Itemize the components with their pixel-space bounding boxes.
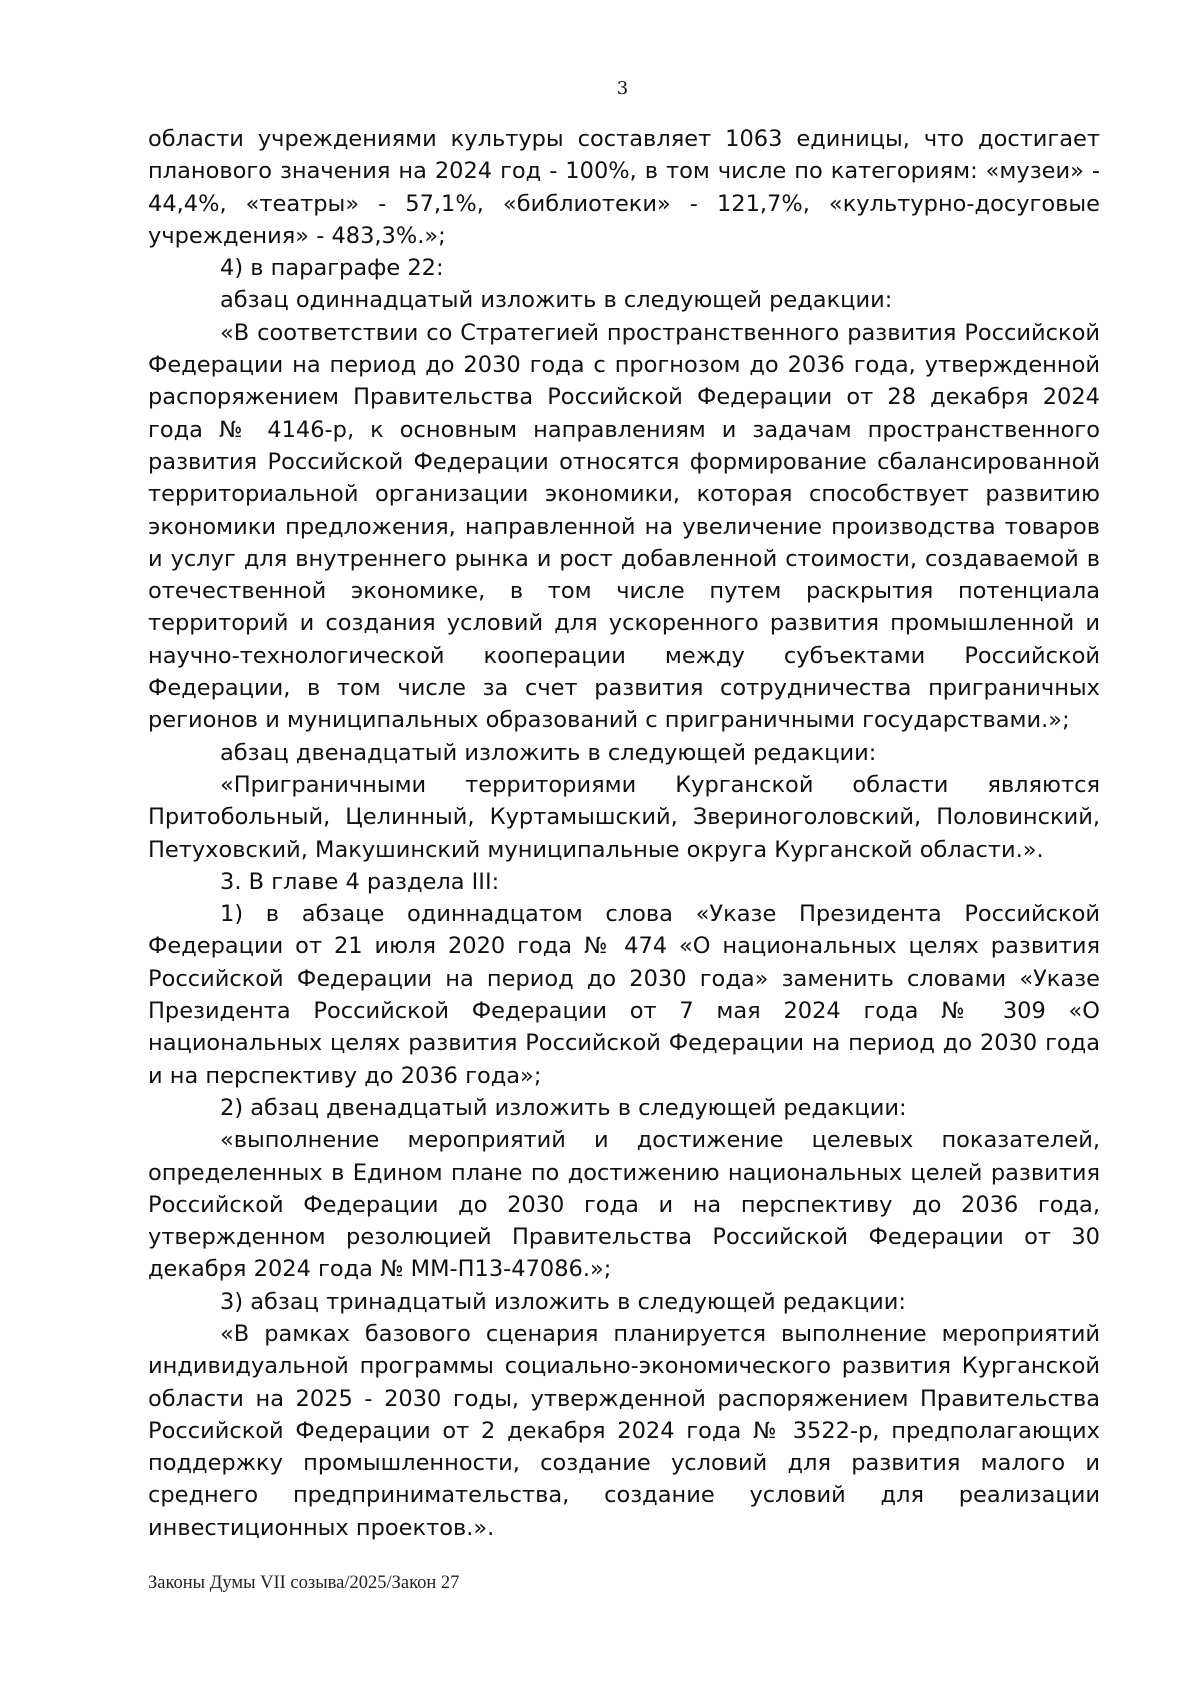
paragraph: области учреждениями культуры составляет 1063 единицы, что достигает планового значения на 2024 год - 100%, в том числе по категориям: «музеи» - 44,4%, «театры» - 57,1%, «библиотеки» - 121,7%, «культурно-досуговые учреждения» - 483,3%.»; (148, 126, 1100, 249)
paragraph: 4) в параграфе 22: (220, 255, 444, 282)
paragraph: 1) в абзаце одиннадцатом слова «Указе Президента Российской Федерации от 21 июля 2020 года № 474 «О национальных целях развития Российской Федерации на период до 2030 года» заменить словами «Указе Президента Российской Федерации от 7 мая 2024 года № 309 «О национальных целях развития Российской Федерации на период до 2030 года и на перспективу до 2036 года»; (148, 901, 1100, 1089)
page-number: 3 (616, 78, 629, 99)
paragraph: 3) абзац тринадцатый изложить в следующей редакции: (220, 1288, 906, 1315)
paragraph: «Приграничными территориями Курганской области являются Притобольный, Целинный, Куртамышский, Звериноголовский, Половинский, Петуховский, Макушинский муниципальные округа Курганской области.». (148, 771, 1100, 863)
paragraph: «В соответствии со Стратегией пространственного развития Российской Федерации на период до 2030 года с прогнозом до 2036 года, утвержденной распоряжением Правительства Российской Федерации от 28 декабря 2024 года № 4146-р, к основным направлениям и задачам пространственного развития Российской Федерации относятся формирование сбалансированной территориальной организации экономики, которая способствует развитию экономики предложения, направленной на увеличение производства товаров и услуг для внутреннего рынка и рост добавленной стоимости, создаваемой в отечественной экономике, в том числе путем раскрытия потенциала территорий и создания условий для ускоренного развития промышленной и научно-технологической кооперации между субъектами Российской Федерации, в том числе за счет развития сотрудничества приграничных регионов и муниципальных образований с приграничными государствами.»; (148, 319, 1100, 734)
document-footer: Законы Думы VII созыва/2025/Закон 27 (148, 1573, 460, 1593)
paragraph: 2) абзац двенадцатый изложить в следующей редакции: (220, 1094, 907, 1121)
paragraph: «В рамках базового сценария планируется выполнение мероприятий индивидуальной программы социально-экономического развития Курганской области на 2025 - 2030 годы, утвержденной распоряжением Правительства Российской Федерации от 2 декабря 2024 года № 3522-р, предполагающих поддержку промышленности, создание условий для развития малого и среднего предпринимательства, создание условий для реализации инвестиционных проектов.». (148, 1320, 1100, 1541)
document-body (148, 123, 1100, 1544)
paragraph: абзац двенадцатый изложить в следующей редакции: (220, 739, 877, 766)
paragraph: абзац одиннадцатый изложить в следующей редакции: (220, 287, 893, 314)
paragraph: «выполнение мероприятий и достижение целевых показателей, определенных в Едином плане по достижению национальных целей развития Российской Федерации до 2030 года и на перспективу до 2036 года, утвержденном резолюцией Правительства Российской Федерации от 30 декабря 2024 года № ММ-П13-47086.»; (148, 1127, 1100, 1283)
paragraph: 3. В главе 4 раздела III: (220, 868, 500, 895)
